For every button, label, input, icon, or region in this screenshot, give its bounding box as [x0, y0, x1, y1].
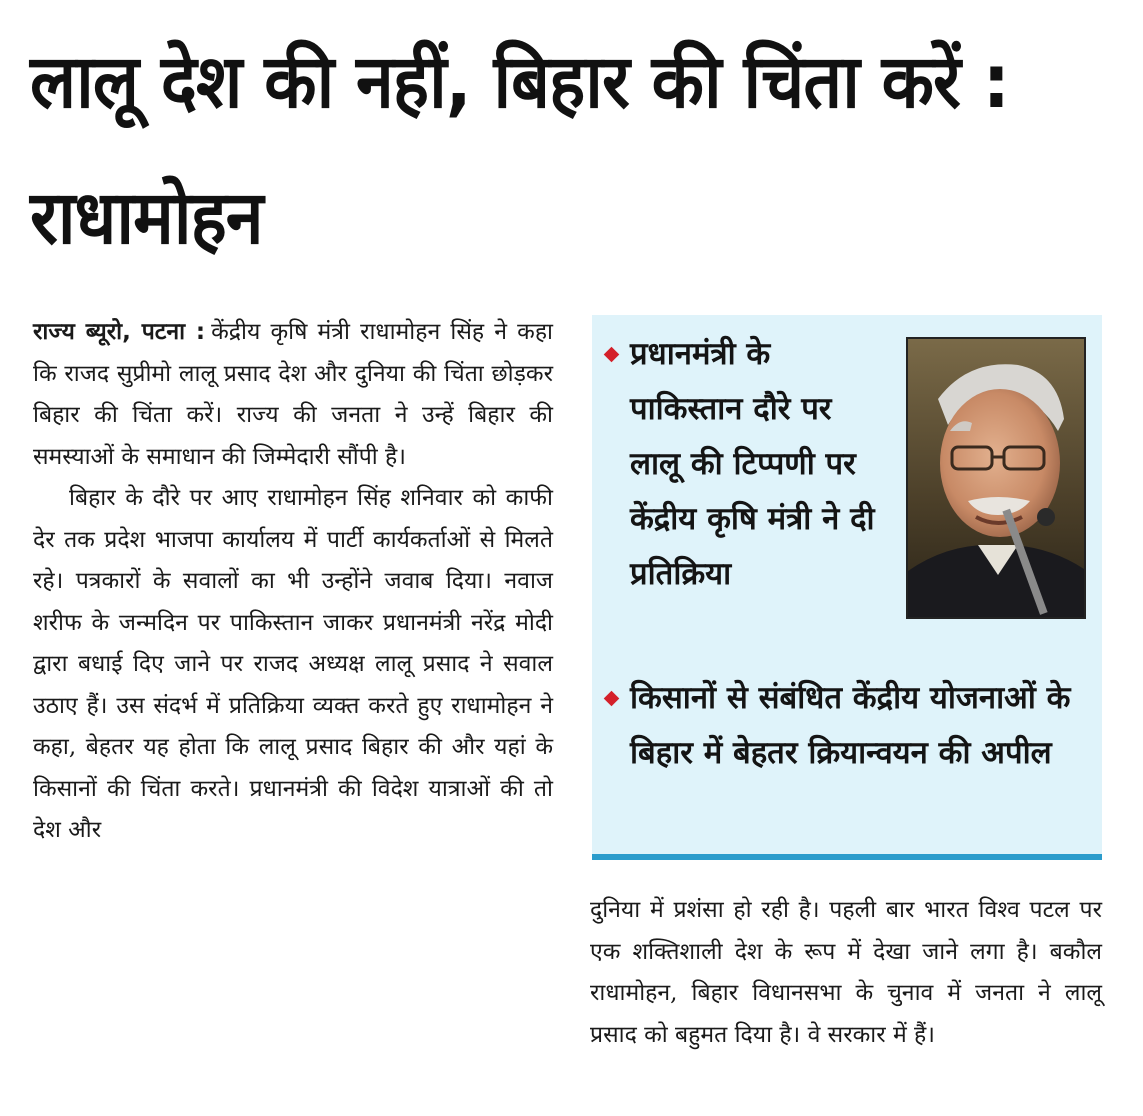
highlight-item: [606, 671, 1086, 781]
headline: लालू देश की नहीं, बिहार की चिंता करें : राधामोहन: [30, 39, 1010, 261]
highlight-box: [592, 315, 1102, 860]
article-right-column: [590, 890, 1102, 1056]
article-left-column: [33, 312, 553, 852]
body-paragraph: बिहार के दौरे पर आए राधामोहन सिंह शनिवार को काफी देर तक प्रदेश भाजपा कार्यालय में पार्टी कार्यकर्ताओं से मिलते रहे। पत्रकारों के सवालों का भी उन्होंने जवाब दिया। नवाज शरीफ के जन्मदिन पर पाकिस्तान जाकर प्रधानमंत्री नरेंद्र मोदी द्वारा बधाई दिए जाने पर राजद अध्यक्ष लालू प्रसाद ने सवाल उठाए हैं। उस संदर्भ में प्रतिक्रिया व्यक्त करते हुए राधामोहन ने कहा, बेहतर यह होता कि लालू प्रसाद बिहार की और यहां के किसानों की चिंता करते। प्रधानमंत्री की विदेश यात्राओं की तो देश और: [33, 485, 553, 843]
highlight-text: प्रधानमंत्री के पाकिस्तान दौरे पर लालू की टिप्पणी पर केंद्रीय कृषि मंत्री ने दी प्रतिक्रिया: [630, 336, 875, 592]
highlight-item: [606, 327, 886, 602]
highlight-text: किसानों से संबंधित केंद्रीय योजनाओं के बिहार में बेहतर क्रियान्वयन की अपील: [630, 680, 1071, 771]
lead-text: केंद्रीय कृषि मंत्री राधामोहन सिंह ने कहा कि राजद सुप्रीमो लालू प्रसाद देश और दुनिया की चिंता छोड़कर बिहार की चिंता करें। राज्य की जनता ने उन्हें बिहार की समस्याओं के समाधान की जिम्मेदारी सौंपी है।: [33, 319, 553, 470]
continuation-paragraph: दुनिया में प्रशंसा हो रही है। पहली बार भारत विश्व पटल पर एक शक्तिशाली देश के रूप में देखा जाने लगा है। बकौल राधामोहन, बिहार विधानसभा के चुनाव में जनता ने लालू प्रसाद को बहुमत दिया है। वे सरकार में हैं।: [590, 897, 1102, 1048]
dateline: राज्य ब्यूरो, पटना :: [33, 319, 206, 345]
lead-paragraph: [33, 312, 553, 478]
minister-photo: [906, 337, 1086, 619]
